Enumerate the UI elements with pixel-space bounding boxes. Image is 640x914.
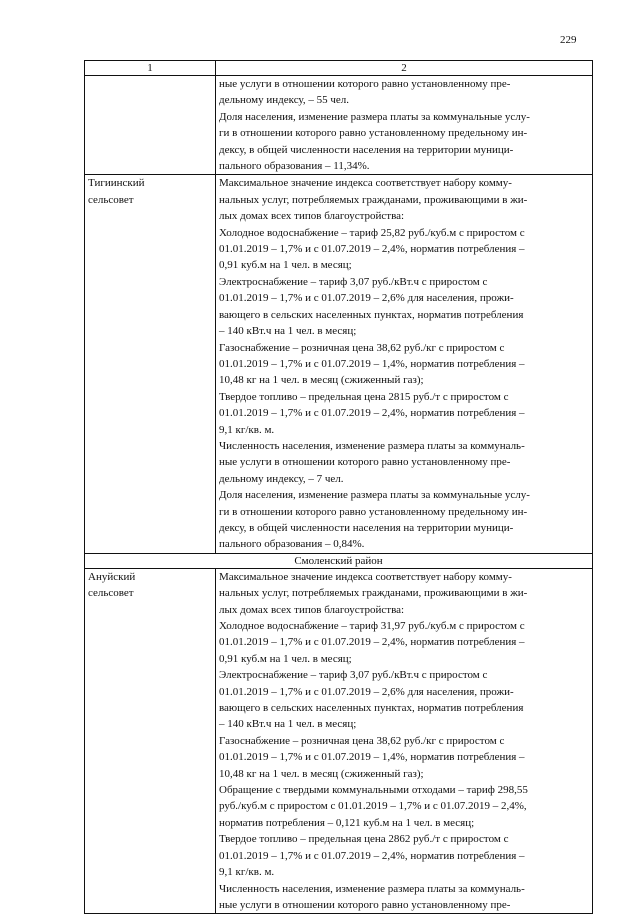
text-line: Доля населения, изменение размера платы за коммунальные услу- (219, 110, 530, 123)
text-line: 9,1 кг/кв. м. (219, 423, 275, 436)
text-line: дексу, в общей численности населения на территории муници- (219, 521, 514, 534)
text-line: 01.01.2019 – 1,7% и с 01.07.2019 – 2,4%, норматив потребления – (219, 407, 525, 420)
municipality-cell (85, 76, 216, 175)
text-line: 0,91 куб.м на 1 чел. в месяц; (219, 652, 352, 665)
text-line: 10,48 кг на 1 чел. в месяц (сжиженный газ); (219, 374, 424, 387)
municipality-cell (85, 175, 216, 553)
text-line: Электроснабжение – тариф 3,07 руб./кВт.ч с приростом с (219, 669, 488, 682)
municipality-type: сельсовет (88, 193, 134, 206)
text-line: Газоснабжение – розничная цена 38,62 руб./кг с приростом с (219, 341, 505, 354)
text-line: – 140 кВт.ч на 1 чел. в месяц; (219, 718, 357, 731)
municipality-name: Тигиинский (88, 177, 145, 190)
table-row-anuisky (85, 568, 593, 914)
text-line: лых домах всех типов благоустройства: (219, 603, 405, 616)
text-line: Твердое топливо – предельная цена 2862 руб./т с приростом с (219, 833, 509, 846)
text-line: Газоснабжение – розничная цена 38,62 руб./кг с приростом с (219, 734, 505, 747)
text-line: 01.01.2019 – 1,7% и с 01.07.2019 – 2,4%, норматив потребления – (219, 849, 525, 862)
section-row (85, 553, 593, 568)
text-line: вающего в сельских населенных пунктах, норматив потребления (219, 702, 524, 715)
text-line: 01.01.2019 – 1,7% и с 01.07.2019 – 2,6% для населения, прожи- (219, 685, 514, 698)
text-line: 01.01.2019 – 1,7% и с 01.07.2019 – 2,4%, норматив потребления – (219, 636, 525, 649)
description-cell (216, 175, 593, 553)
text-line: дексу, в общей численности населения на территории муници- (219, 143, 514, 156)
text-line: Обращение с твердыми коммунальными отходами – тариф 298,55 (219, 784, 528, 797)
text-line: пального образования – 11,34%. (219, 160, 370, 173)
text-line: 0,91 куб.м на 1 чел. в месяц; (219, 259, 352, 272)
text-line: Твердое топливо – предельная цена 2815 руб./т с приростом с (219, 390, 509, 403)
text-line: лых домах всех типов благоустройства: (219, 210, 405, 223)
section-title: Смоленский район (85, 553, 593, 568)
text-line: ные услуги в отношении которого равно установленному пре- (219, 456, 511, 469)
indices-table (84, 60, 593, 914)
text-line: 01.01.2019 – 1,7% и с 01.07.2019 – 2,6% для населения, прожи- (219, 292, 514, 305)
text-line: 9,1 кг/кв. м. (219, 866, 275, 879)
text-line: Численность населения, изменение размера платы за коммуналь- (219, 882, 525, 895)
text-line: нальных услуг, потребляемых гражданами, проживающими в жи- (219, 193, 528, 206)
text-line: нальных услуг, потребляемых гражданами, проживающими в жи- (219, 587, 528, 600)
column-number-2: 2 (216, 61, 593, 76)
text-line: Электроснабжение – тариф 3,07 руб./кВт.ч с приростом с (219, 275, 488, 288)
text-line: Холодное водоснабжение – тариф 31,97 руб./куб.м с приростом с (219, 620, 525, 632)
text-line: ги в отношении которого равно установленному предельному ин- (219, 127, 528, 140)
text-line: дельному индексу, – 55 чел. (219, 94, 349, 107)
text-line: Численность населения, изменение размера платы за коммуналь- (219, 439, 525, 452)
description-cell (216, 568, 593, 914)
municipality-type: сельсовет (88, 587, 134, 600)
text-line: ные услуги в отношении которого равно установленному пре- (219, 898, 511, 911)
table-header-row (85, 61, 593, 76)
text-line: 01.01.2019 – 1,7% и с 01.07.2019 – 1,4%, норматив потребления – (219, 357, 525, 370)
municipality-name: Ануйский (88, 570, 136, 583)
text-line: 01.01.2019 – 1,7% и с 01.07.2019 – 2,4%, норматив потребления – (219, 243, 525, 256)
text-line: руб./куб.м с приростом с 01.01.2019 – 1,7% и с 01.07.2019 – 2,4%, (219, 800, 527, 813)
text-line: пального образования – 0,84%. (219, 538, 365, 551)
text-line: 01.01.2019 – 1,7% и с 01.07.2019 – 1,4%, норматив потребления – (219, 751, 525, 764)
page-number: 229 (560, 34, 577, 46)
text-line: вающего в сельских населенных пунктах, норматив потребления (219, 308, 524, 321)
table-row-tigiinsky (85, 175, 593, 553)
column-number-1: 1 (85, 61, 216, 76)
text-line: норматив потребления – 0,121 куб.м на 1 чел. в месяц; (219, 816, 475, 829)
text-line: ные услуги в отношении которого равно установленному пре- (219, 78, 511, 90)
text-line: дельному индексу, – 7 чел. (219, 472, 344, 485)
text-line: Холодное водоснабжение – тариф 25,82 руб./куб.м с приростом с (219, 226, 525, 239)
table-row-continuation (85, 76, 593, 175)
text-line: Максимальное значение индекса соответствует набору комму- (219, 570, 512, 583)
text-line: 10,48 кг на 1 чел. в месяц (сжиженный газ); (219, 767, 424, 780)
text-line: Доля населения, изменение размера платы за коммунальные услу- (219, 489, 530, 502)
text-line: – 140 кВт.ч на 1 чел. в месяц; (219, 325, 357, 338)
text-line: Максимальное значение индекса соответствует набору комму- (219, 177, 512, 190)
municipality-cell (85, 568, 216, 914)
text-line: ги в отношении которого равно установленному предельному ин- (219, 505, 528, 518)
description-cell (216, 76, 593, 175)
